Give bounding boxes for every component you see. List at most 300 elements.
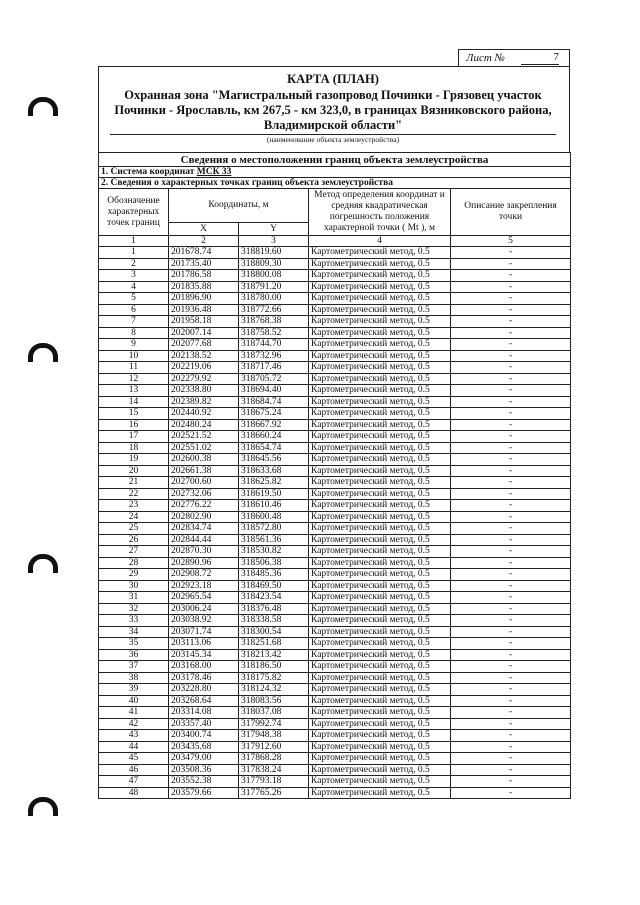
- coord-y-cell: 318694.40: [239, 385, 309, 397]
- object-name-line: Починки - Ярославль, км 267,5 - км 323,0, в границах Вязниковского района,: [114, 103, 552, 117]
- coord-y-cell: 318251.68: [239, 638, 309, 650]
- method-cell: Картометрический метод, 0.5: [309, 281, 451, 293]
- table-row: [99, 293, 571, 305]
- coord-x-cell: 202908.72: [169, 569, 239, 581]
- coord-y-cell: 318338.58: [239, 615, 309, 627]
- method-cell: Картометрический метод, 0.5: [309, 293, 451, 305]
- coord-x-cell: 201958.18: [169, 316, 239, 328]
- fixation-cell: -: [451, 385, 571, 397]
- table-row: [99, 511, 571, 523]
- point-id-cell: 41: [99, 707, 169, 719]
- point-id-cell: 16: [99, 419, 169, 431]
- point-id-cell: 39: [99, 684, 169, 696]
- point-id-cell: 22: [99, 488, 169, 500]
- method-cell: Картометрический метод, 0.5: [309, 247, 451, 259]
- coord-x-cell: 203435.68: [169, 741, 239, 753]
- fixation-cell: -: [451, 327, 571, 339]
- coord-y-cell: 318819.60: [239, 247, 309, 259]
- method-cell: Картометрический метод, 0.5: [309, 500, 451, 512]
- point-id-cell: 1: [99, 247, 169, 259]
- method-cell: Картометрический метод, 0.5: [309, 661, 451, 673]
- point-id-cell: 27: [99, 546, 169, 558]
- point-id-cell: 20: [99, 465, 169, 477]
- column-index: 1: [99, 236, 169, 247]
- point-id-cell: 23: [99, 500, 169, 512]
- coord-x-cell: 202844.44: [169, 534, 239, 546]
- method-cell: Картометрический метод, 0.5: [309, 626, 451, 638]
- point-id-cell: 9: [99, 339, 169, 351]
- coord-x-cell: 203168.00: [169, 661, 239, 673]
- table-row: [99, 626, 571, 638]
- method-cell: Картометрический метод, 0.5: [309, 362, 451, 374]
- coord-x-cell: 202600.38: [169, 454, 239, 466]
- method-cell: Картометрический метод, 0.5: [309, 534, 451, 546]
- table-row: [99, 592, 571, 604]
- coord-x-cell: 202700.60: [169, 477, 239, 489]
- point-id-cell: 8: [99, 327, 169, 339]
- fixation-cell: -: [451, 339, 571, 351]
- coord-x-cell: 203357.40: [169, 718, 239, 730]
- header-row: [99, 189, 571, 223]
- points-section-title: 2. Сведения о характерных точках границ объекта землеустройства: [99, 178, 571, 189]
- coord-y-cell: 318083.56: [239, 695, 309, 707]
- coord-y-cell: 318660.24: [239, 431, 309, 443]
- coord-y-cell: 318376.48: [239, 603, 309, 615]
- method-cell: Картометрический метод, 0.5: [309, 684, 451, 696]
- coord-y-cell: 318768.38: [239, 316, 309, 328]
- fixation-cell: -: [451, 419, 571, 431]
- coord-y-cell: 318300.54: [239, 626, 309, 638]
- coord-system-row: [99, 167, 571, 178]
- point-id-cell: 17: [99, 431, 169, 443]
- coord-y-cell: 317838.24: [239, 764, 309, 776]
- table-row: [99, 431, 571, 443]
- coord-x-cell: 202661.38: [169, 465, 239, 477]
- table-row: [99, 500, 571, 512]
- fixation-cell: -: [451, 316, 571, 328]
- fixation-cell: -: [451, 661, 571, 673]
- section-title: Сведения о местоположении границ объекта землеустройства: [99, 153, 571, 167]
- table-row: [99, 730, 571, 742]
- table-row: [99, 523, 571, 535]
- coord-x-cell: 203314.08: [169, 707, 239, 719]
- table-row: [99, 695, 571, 707]
- binder-hole: [28, 97, 58, 116]
- table-row: [99, 477, 571, 489]
- coord-x-cell: 202480.24: [169, 419, 239, 431]
- column-index: 3: [239, 236, 309, 247]
- header-x: X: [169, 223, 239, 236]
- fixation-cell: -: [451, 615, 571, 627]
- binder-hole: [28, 343, 58, 362]
- object-name: [110, 88, 556, 133]
- coord-x-cell: 203113.06: [169, 638, 239, 650]
- fixation-cell: -: [451, 569, 571, 581]
- coord-x-cell: 202389.82: [169, 396, 239, 408]
- fixation-cell: -: [451, 270, 571, 282]
- coord-x-cell: 201735.40: [169, 258, 239, 270]
- coord-x-cell: 202077.68: [169, 339, 239, 351]
- coord-y-cell: 318717.46: [239, 362, 309, 374]
- coord-y-cell: 318561.36: [239, 534, 309, 546]
- coord-y-cell: 318469.50: [239, 580, 309, 592]
- point-id-cell: 46: [99, 764, 169, 776]
- coord-y-cell: 317912.60: [239, 741, 309, 753]
- method-cell: Картометрический метод, 0.5: [309, 339, 451, 351]
- table-row: [99, 638, 571, 650]
- table-row: [99, 649, 571, 661]
- coord-y-cell: 317765.26: [239, 787, 309, 799]
- table-row: [99, 247, 571, 259]
- coord-y-cell: 318625.82: [239, 477, 309, 489]
- fixation-cell: -: [451, 488, 571, 500]
- table-row: [99, 362, 571, 374]
- method-cell: Картометрический метод, 0.5: [309, 327, 451, 339]
- point-id-cell: 19: [99, 454, 169, 466]
- fixation-cell: -: [451, 477, 571, 489]
- point-id-cell: 6: [99, 304, 169, 316]
- coord-y-cell: 318506.38: [239, 557, 309, 569]
- coord-y-cell: 318186.50: [239, 661, 309, 673]
- column-index: 4: [309, 236, 451, 247]
- sheet-number-box: [458, 49, 570, 67]
- fixation-cell: -: [451, 741, 571, 753]
- table-row: [99, 557, 571, 569]
- method-cell: Картометрический метод, 0.5: [309, 580, 451, 592]
- fixation-cell: -: [451, 465, 571, 477]
- point-id-cell: 32: [99, 603, 169, 615]
- table-row: [99, 327, 571, 339]
- fixation-cell: -: [451, 764, 571, 776]
- table-row: [99, 350, 571, 362]
- coord-y-cell: 318791.20: [239, 281, 309, 293]
- coord-x-cell: 202279.92: [169, 373, 239, 385]
- point-id-cell: 43: [99, 730, 169, 742]
- coord-x-cell: 202521.52: [169, 431, 239, 443]
- coord-y-cell: 318600.48: [239, 511, 309, 523]
- coord-x-cell: 202007.14: [169, 327, 239, 339]
- point-id-cell: 13: [99, 385, 169, 397]
- point-id-cell: 2: [99, 258, 169, 270]
- coord-x-cell: 203178.46: [169, 672, 239, 684]
- coord-x-cell: 203006.24: [169, 603, 239, 615]
- coord-x-cell: 202923.18: [169, 580, 239, 592]
- coord-x-cell: 203508.36: [169, 764, 239, 776]
- fixation-cell: -: [451, 753, 571, 765]
- fixation-cell: -: [451, 247, 571, 259]
- fixation-cell: -: [451, 304, 571, 316]
- table-row: [99, 373, 571, 385]
- coord-y-cell: 318213.42: [239, 649, 309, 661]
- method-cell: Картометрический метод, 0.5: [309, 695, 451, 707]
- points-table: [98, 152, 571, 799]
- point-id-cell: 12: [99, 373, 169, 385]
- coord-y-cell: 318633.68: [239, 465, 309, 477]
- point-id-cell: 25: [99, 523, 169, 535]
- coord-y-cell: 318705.72: [239, 373, 309, 385]
- document-title: КАРТА (ПЛАН): [287, 72, 379, 86]
- column-index: 5: [451, 236, 571, 247]
- fixation-cell: -: [451, 557, 571, 569]
- table-row: [99, 718, 571, 730]
- table-row: [99, 603, 571, 615]
- table-row: [99, 684, 571, 696]
- coord-x-cell: 203145.34: [169, 649, 239, 661]
- table-row: [99, 546, 571, 558]
- coord-y-cell: 318037.08: [239, 707, 309, 719]
- fixation-cell: -: [451, 546, 571, 558]
- object-caption: (наименование объекта землеустройства): [266, 135, 400, 144]
- point-id-cell: 5: [99, 293, 169, 305]
- method-cell: Картометрический метод, 0.5: [309, 615, 451, 627]
- coord-x-cell: 201896.90: [169, 293, 239, 305]
- coord-y-cell: 318758.52: [239, 327, 309, 339]
- fixation-cell: -: [451, 442, 571, 454]
- point-id-cell: 47: [99, 776, 169, 788]
- point-id-cell: 14: [99, 396, 169, 408]
- coord-x-cell: 203400.74: [169, 730, 239, 742]
- coord-x-cell: 201786.58: [169, 270, 239, 282]
- header-method: Метод определения координат и средняя квадратическая погрешность положения характерной точки ( Mt ), м: [309, 189, 451, 236]
- fixation-cell: -: [451, 580, 571, 592]
- coord-y-cell: 318423.54: [239, 592, 309, 604]
- table-row: [99, 316, 571, 328]
- coord-x-cell: 203071.74: [169, 626, 239, 638]
- coord-y-cell: 318675.24: [239, 408, 309, 420]
- coord-y-cell: 318572.80: [239, 523, 309, 535]
- coord-x-cell: 202338.80: [169, 385, 239, 397]
- method-cell: Картометрический метод, 0.5: [309, 592, 451, 604]
- table-row: [99, 776, 571, 788]
- fixation-cell: -: [451, 730, 571, 742]
- coord-x-cell: 202138.52: [169, 350, 239, 362]
- coord-x-cell: 202834.74: [169, 523, 239, 535]
- coord-system: [99, 167, 571, 178]
- point-id-cell: 30: [99, 580, 169, 592]
- method-cell: Картометрический метод, 0.5: [309, 707, 451, 719]
- fixation-cell: -: [451, 603, 571, 615]
- point-id-cell: 31: [99, 592, 169, 604]
- fixation-cell: -: [451, 638, 571, 650]
- point-id-cell: 28: [99, 557, 169, 569]
- table-row: [99, 753, 571, 765]
- method-cell: Картометрический метод, 0.5: [309, 419, 451, 431]
- method-cell: Картометрический метод, 0.5: [309, 764, 451, 776]
- fixation-cell: -: [451, 350, 571, 362]
- fixation-cell: -: [451, 454, 571, 466]
- point-id-cell: 48: [99, 787, 169, 799]
- fixation-cell: -: [451, 500, 571, 512]
- header-fix: Описание закрепления точки: [451, 189, 571, 236]
- fixation-cell: -: [451, 511, 571, 523]
- method-cell: Картометрический метод, 0.5: [309, 454, 451, 466]
- table-row: [99, 672, 571, 684]
- table-row: [99, 385, 571, 397]
- coord-x-cell: 203552.38: [169, 776, 239, 788]
- point-id-cell: 24: [99, 511, 169, 523]
- coord-system-label: 1. Система координат: [101, 167, 195, 177]
- table-row: [99, 454, 571, 466]
- fixation-cell: -: [451, 281, 571, 293]
- table-row: [99, 408, 571, 420]
- method-cell: Картометрический метод, 0.5: [309, 373, 451, 385]
- method-cell: Картометрический метод, 0.5: [309, 258, 451, 270]
- coord-y-cell: 318800.08: [239, 270, 309, 282]
- method-cell: Картометрический метод, 0.5: [309, 776, 451, 788]
- coord-system-value: МСК 33: [196, 167, 232, 177]
- fixation-cell: -: [451, 431, 571, 443]
- coord-y-cell: 317992.74: [239, 718, 309, 730]
- fixation-cell: -: [451, 707, 571, 719]
- fixation-cell: -: [451, 695, 571, 707]
- point-id-cell: 37: [99, 661, 169, 673]
- binder-hole: [28, 797, 58, 816]
- fixation-cell: -: [451, 373, 571, 385]
- coord-y-cell: 318732.96: [239, 350, 309, 362]
- fixation-cell: -: [451, 362, 571, 374]
- table-row: [99, 569, 571, 581]
- column-index-row: [99, 236, 571, 247]
- fixation-cell: -: [451, 408, 571, 420]
- table-row: [99, 488, 571, 500]
- coord-y-cell: 318780.00: [239, 293, 309, 305]
- method-cell: Картометрический метод, 0.5: [309, 385, 451, 397]
- coord-y-cell: 318645.56: [239, 454, 309, 466]
- coord-x-cell: 203038.92: [169, 615, 239, 627]
- coord-x-cell: 203268.64: [169, 695, 239, 707]
- method-cell: Картометрический метод, 0.5: [309, 523, 451, 535]
- method-cell: Картометрический метод, 0.5: [309, 442, 451, 454]
- table-row: [99, 580, 571, 592]
- table-row: [99, 465, 571, 477]
- table-row: [99, 764, 571, 776]
- method-cell: Картометрический метод, 0.5: [309, 741, 451, 753]
- fixation-cell: -: [451, 649, 571, 661]
- point-id-cell: 15: [99, 408, 169, 420]
- point-id-cell: 44: [99, 741, 169, 753]
- method-cell: Картометрический метод, 0.5: [309, 396, 451, 408]
- fixation-cell: -: [451, 258, 571, 270]
- table-row: [99, 270, 571, 282]
- table-row: [99, 258, 571, 270]
- method-cell: Картометрический метод, 0.5: [309, 672, 451, 684]
- coord-x-cell: 202219.06: [169, 362, 239, 374]
- point-id-cell: 36: [99, 649, 169, 661]
- method-cell: Картометрический метод, 0.5: [309, 511, 451, 523]
- section-title-row: [99, 153, 571, 167]
- table-row: [99, 707, 571, 719]
- method-cell: Картометрический метод, 0.5: [309, 649, 451, 661]
- coord-x-cell: 202890.96: [169, 557, 239, 569]
- table-row: [99, 281, 571, 293]
- point-id-cell: 35: [99, 638, 169, 650]
- object-name-line: Охранная зона "Магистральный газопровод Починки - Грязовец участок: [124, 88, 542, 102]
- coord-y-cell: 318124.32: [239, 684, 309, 696]
- method-cell: Картометрический метод, 0.5: [309, 638, 451, 650]
- coord-x-cell: 201936.48: [169, 304, 239, 316]
- coord-x-cell: 203579.66: [169, 787, 239, 799]
- point-id-cell: 3: [99, 270, 169, 282]
- object-name-line: Владимирской области": [263, 118, 403, 132]
- point-id-cell: 21: [99, 477, 169, 489]
- coord-y-cell: 317948.38: [239, 730, 309, 742]
- coord-y-cell: 318809.30: [239, 258, 309, 270]
- coord-x-cell: 202732.06: [169, 488, 239, 500]
- coord-y-cell: 318175.82: [239, 672, 309, 684]
- fixation-cell: -: [451, 776, 571, 788]
- method-cell: Картометрический метод, 0.5: [309, 787, 451, 799]
- fixation-cell: -: [451, 672, 571, 684]
- method-cell: Картометрический метод, 0.5: [309, 753, 451, 765]
- method-cell: Картометрический метод, 0.5: [309, 546, 451, 558]
- method-cell: Картометрический метод, 0.5: [309, 488, 451, 500]
- method-cell: Картометрический метод, 0.5: [309, 569, 451, 581]
- table-row: [99, 304, 571, 316]
- table-row: [99, 396, 571, 408]
- coord-y-cell: 318610.46: [239, 500, 309, 512]
- fixation-cell: -: [451, 293, 571, 305]
- coord-x-cell: 202870.30: [169, 546, 239, 558]
- point-id-cell: 26: [99, 534, 169, 546]
- table-row: [99, 661, 571, 673]
- table-row: [99, 534, 571, 546]
- point-id-cell: 18: [99, 442, 169, 454]
- coord-x-cell: 203228.80: [169, 684, 239, 696]
- binder-hole: [28, 554, 58, 573]
- fixation-cell: -: [451, 718, 571, 730]
- header-coords: Координаты, м: [169, 189, 309, 223]
- coord-x-cell: 201678.74: [169, 247, 239, 259]
- fixation-cell: -: [451, 396, 571, 408]
- sheet-label: Лист №: [466, 52, 505, 64]
- method-cell: Картометрический метод, 0.5: [309, 350, 451, 362]
- fixation-cell: -: [451, 592, 571, 604]
- point-id-cell: 38: [99, 672, 169, 684]
- point-id-cell: 45: [99, 753, 169, 765]
- point-id-cell: 34: [99, 626, 169, 638]
- table-row: [99, 787, 571, 799]
- coord-y-cell: 318667.92: [239, 419, 309, 431]
- fixation-cell: -: [451, 534, 571, 546]
- table-row: [99, 442, 571, 454]
- table-row: [99, 419, 571, 431]
- method-cell: Картометрический метод, 0.5: [309, 603, 451, 615]
- method-cell: Картометрический метод, 0.5: [309, 465, 451, 477]
- method-cell: Картометрический метод, 0.5: [309, 557, 451, 569]
- fixation-cell: -: [451, 787, 571, 799]
- point-id-cell: 11: [99, 362, 169, 374]
- method-cell: Картометрический метод, 0.5: [309, 316, 451, 328]
- method-cell: Картометрический метод, 0.5: [309, 408, 451, 420]
- coord-x-cell: 201835.88: [169, 281, 239, 293]
- coord-y-cell: 318744.70: [239, 339, 309, 351]
- method-cell: Картометрический метод, 0.5: [309, 304, 451, 316]
- coord-y-cell: 318684.74: [239, 396, 309, 408]
- point-id-cell: 29: [99, 569, 169, 581]
- coord-y-cell: 318619.50: [239, 488, 309, 500]
- column-index: 2: [169, 236, 239, 247]
- table-row: [99, 339, 571, 351]
- point-id-cell: 4: [99, 281, 169, 293]
- fixation-cell: -: [451, 523, 571, 535]
- coord-x-cell: 202802.90: [169, 511, 239, 523]
- coord-y-cell: 318530.82: [239, 546, 309, 558]
- coord-x-cell: 202440.92: [169, 408, 239, 420]
- point-id-cell: 10: [99, 350, 169, 362]
- coord-y-cell: 317793.18: [239, 776, 309, 788]
- coord-x-cell: 202965.54: [169, 592, 239, 604]
- coord-x-cell: 202551.02: [169, 442, 239, 454]
